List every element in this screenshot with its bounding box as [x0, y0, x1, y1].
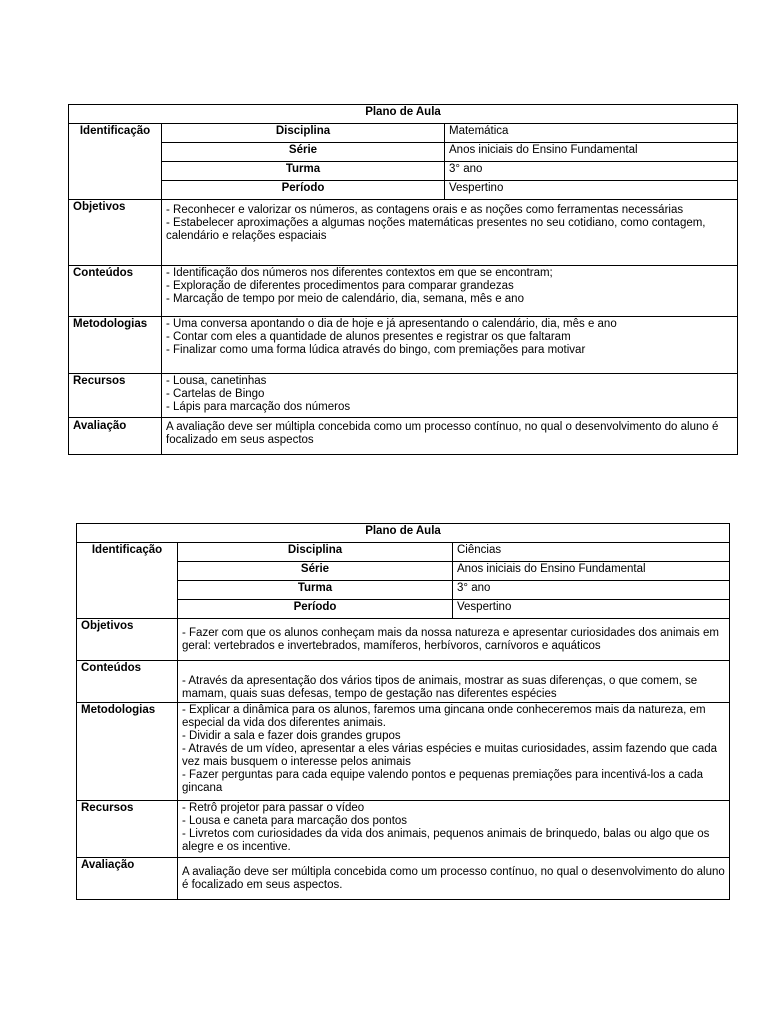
turma-value: 3° ano: [453, 581, 730, 600]
recursos-line: - Lápis para marcação dos números: [166, 401, 351, 413]
objetivos-content: [162, 200, 738, 266]
disciplina-value: Ciências: [453, 543, 730, 562]
periodo-value: Vespertino: [453, 600, 730, 619]
conteudos-line: - Identificação dos números nos diferentes contextos em que se encontram;: [166, 267, 553, 279]
recursos-line: - Livretos com curiosidades da vida dos animais, pequenos animais de brinquedo, balas ou algo que os alegre e os incentive.: [182, 828, 710, 853]
metodologias-label: Metodologias: [77, 703, 178, 801]
periodo-label: Período: [162, 181, 445, 200]
serie-label: Série: [162, 143, 445, 162]
plan-title: Plano de Aula: [77, 524, 730, 543]
lesson-plan-table-1: [68, 104, 738, 455]
conteudos-line: - Exploração de diferentes procedimentos para comparar grandezas: [166, 280, 514, 292]
turma-label: Turma: [178, 581, 453, 600]
avaliacao-content: [178, 858, 730, 900]
disciplina-label: Disciplina: [178, 543, 453, 562]
periodo-value: Vespertino: [445, 181, 738, 200]
recursos-label: Recursos: [77, 801, 178, 858]
avaliacao-label: Avaliação: [69, 418, 162, 455]
metodologias-content: [162, 317, 738, 374]
objetivos-line: - Fazer com que os alunos conheçam mais da nossa natureza e apresentar curiosidades dos animais em geral: vertebrados e invertebrados, mamíferos, herbívoros, carnívoros e aquáticos: [182, 626, 719, 652]
objetivos-label: Objetivos: [69, 200, 162, 266]
avaliacao-line: A avaliação deve ser múltipla concebida como um processo contínuo, no qual o desenvolvimento do aluno é focalizado em seus aspectos: [166, 421, 719, 446]
identificacao-label: Identificação: [77, 543, 178, 619]
metodologias-line: - Através de um vídeo, apresentar a eles várias espécies e muitas curiosidades, assim fazendo que cada vez mais busquem o interesse pelos animais: [182, 743, 718, 768]
conteudos-line: - Marcação de tempo por meio de calendário, dia, semana, mês e ano: [166, 293, 524, 305]
identificacao-label: Identificação: [69, 124, 162, 200]
turma-label: Turma: [162, 162, 445, 181]
objetivos-line: - Estabelecer aproximações a algumas noções matemáticas presentes no seu cotidiano, como contagem, calendário e relações espaciais: [166, 217, 706, 242]
disciplina-label: Disciplina: [162, 124, 445, 143]
objetivos-label: Objetivos: [77, 619, 178, 661]
periodo-label: Período: [178, 600, 453, 619]
metodologias-line: - Contar com eles a quantidade de alunos presentes e registrar os que faltaram: [166, 331, 571, 343]
metodologias-content: [178, 703, 730, 801]
recursos-line: - Lousa, canetinhas: [166, 375, 267, 387]
serie-value: Anos iniciais do Ensino Fundamental: [453, 562, 730, 581]
recursos-content: [162, 374, 738, 418]
recursos-line: - Cartelas de Bingo: [166, 388, 265, 400]
serie-value: Anos iniciais do Ensino Fundamental: [445, 143, 738, 162]
recursos-content: [178, 801, 730, 858]
turma-value: 3° ano: [445, 162, 738, 181]
disciplina-value: Matemática: [445, 124, 738, 143]
serie-label: Série: [178, 562, 453, 581]
conteudos-label: Conteúdos: [77, 661, 178, 703]
metodologias-line: - Uma conversa apontando o dia de hoje e já apresentando o calendário, dia, mês e ano: [166, 318, 617, 330]
conteudos-content: [178, 661, 730, 703]
recursos-label: Recursos: [69, 374, 162, 418]
conteudos-content: [162, 266, 738, 317]
conteudos-line: - Através da apresentação dos vários tipos de animais, mostrar as suas diferenças, o que comem, se mamam, quais suas defesas, tempo de gestação nas diferentes espécies: [182, 675, 698, 700]
objetivos-line: - Reconhecer e valorizar os números, as contagens orais e as noções como ferramentas necessárias: [166, 204, 684, 216]
objetivos-content: [178, 619, 730, 661]
recursos-line: - Retrô projetor para passar o vídeo: [182, 802, 365, 814]
avaliacao-line: A avaliação deve ser múltipla concebida como um processo contínuo, no qual o desenvolvimento do aluno é focalizado em seus aspectos.: [182, 865, 725, 891]
conteudos-label: Conteúdos: [69, 266, 162, 317]
metodologias-line: - Dividir a sala e fazer dois grandes grupos: [182, 730, 401, 742]
recursos-line: - Lousa e caneta para marcação dos pontos: [182, 815, 408, 827]
metodologias-line: - Fazer perguntas para cada equipe valendo pontos e pequenas premiações para incentivá-los a cada gincana: [182, 769, 704, 794]
metodologias-label: Metodologias: [69, 317, 162, 374]
metodologias-line: - Explicar a dinâmica para os alunos, faremos uma gincana onde conheceremos mais da natureza, em especial da vida dos diferentes animais.: [182, 704, 706, 729]
avaliacao-content: [162, 418, 738, 455]
avaliacao-label: Avaliação: [77, 858, 178, 900]
plan-title: Plano de Aula: [69, 105, 738, 124]
metodologias-line: - Finalizar como uma forma lúdica através do bingo, com premiações para motivar: [166, 344, 586, 356]
lesson-plan-table-2: [76, 523, 730, 900]
